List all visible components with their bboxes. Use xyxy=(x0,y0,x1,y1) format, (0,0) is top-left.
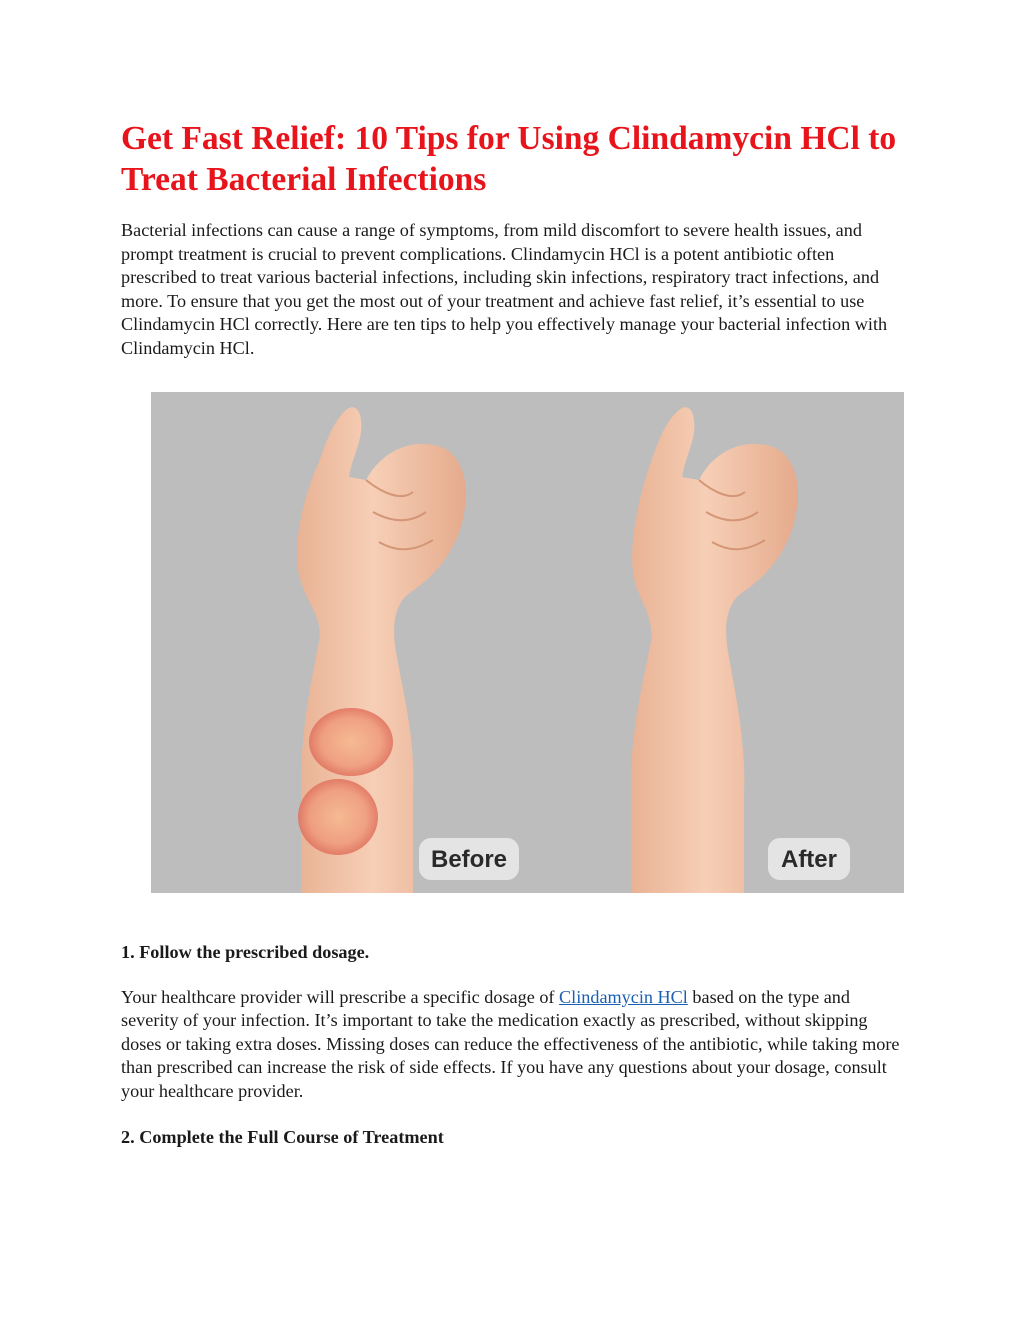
after-label-text: After xyxy=(780,846,838,873)
before-label xyxy=(419,838,519,880)
tip-2-heading: 2. Complete the Full Course of Treatment xyxy=(121,1127,444,1147)
article-title: Get Fast Relief: 10 Tips for Using Clindamycin HCl to Treat Bacterial Infections xyxy=(121,120,897,198)
tip-1-body xyxy=(121,986,906,1103)
before-after-image xyxy=(151,392,904,893)
tip-1-body-start: Your healthcare provider will prescribe a specific dosage of xyxy=(121,987,560,1007)
before-arm xyxy=(297,407,466,893)
before-label-text: Before xyxy=(430,846,508,873)
intro-paragraph: Bacterial infections can cause a range of symptoms, from mild discomfort to severe health issues, and prompt treatment is crucial to prevent complications. Clindamycin HCl is a potent antibiotic often prescribed to treat various bacterial infections, including skin infections, respiratory tract infections, and more. To ensure that you get the most out of your treatment and achieve fast relief, it’s essential to use Clindamycin HCl correctly. Here are ten tips to help you effectively manage your bacterial infection with Clindamycin HCl. xyxy=(121,220,888,358)
arms-illustration xyxy=(151,392,904,893)
clindamycin-link[interactable]: Clindamycin HCl xyxy=(559,987,688,1007)
after-label xyxy=(768,838,850,880)
tip-1-heading: 1. Follow the prescribed dosage. xyxy=(121,942,370,962)
after-arm xyxy=(631,407,798,893)
tip-1-body-end: based on the type and severity of your infection. It’s important to take the medication exactly as prescribed, without skipping doses or taking extra doses. Missing doses can reduce the effectiveness of the antibiotic, while taking more than prescribed can increase the risk of side effects. If you have any questions about your dosage, consult your healthcare provider. xyxy=(121,987,900,1101)
